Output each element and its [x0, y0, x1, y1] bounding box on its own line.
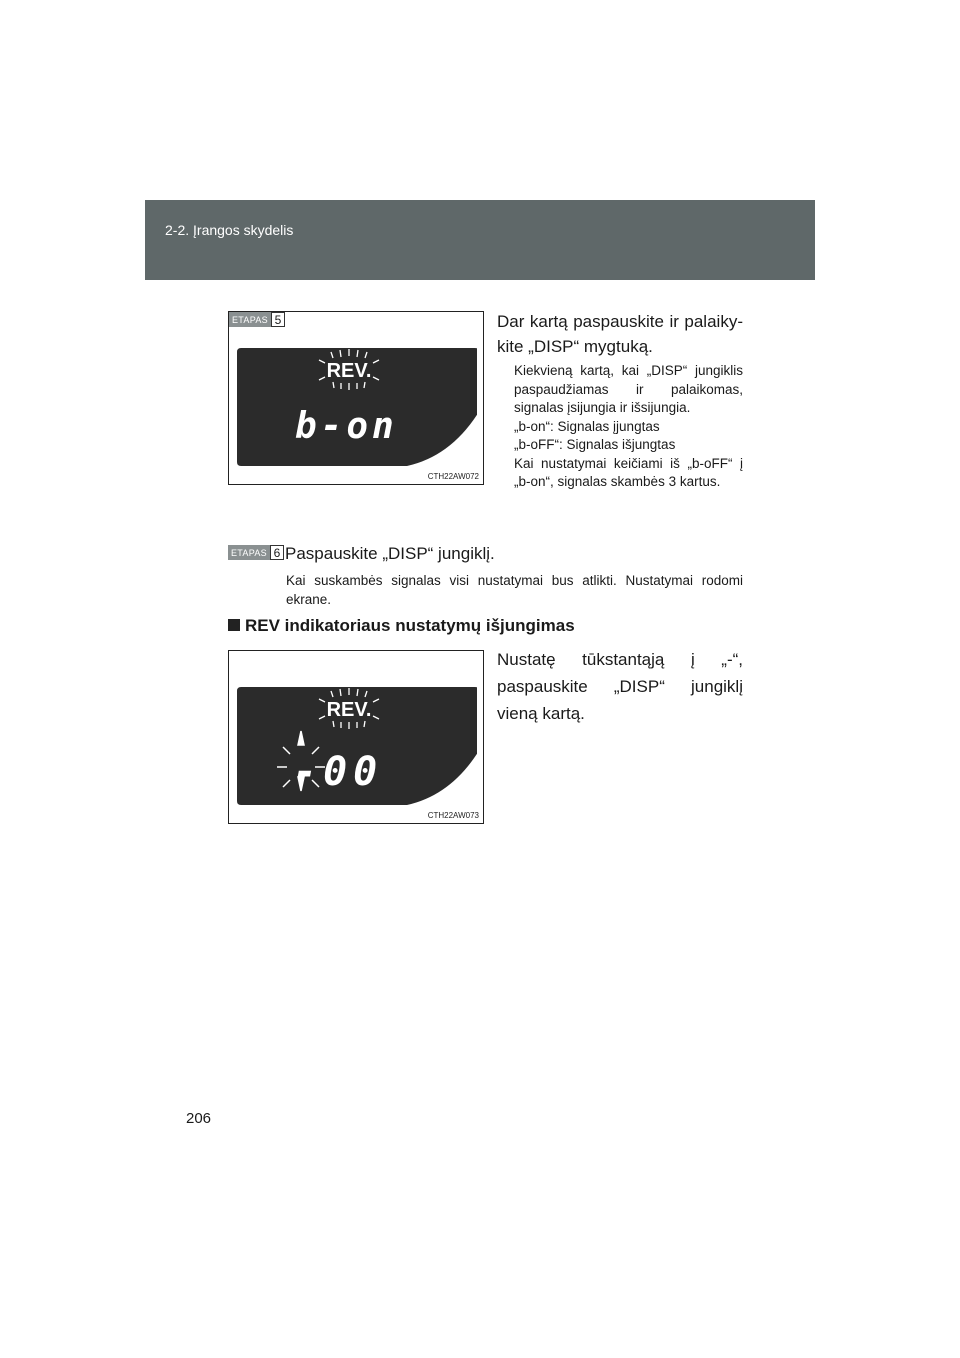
- lcd-readout: -00: [293, 749, 384, 795]
- section-title: REV indikatoriaus nustatymų išjungimas: [245, 616, 575, 635]
- step-badge-5: [229, 312, 285, 327]
- step-badge-label: ETAPAS: [228, 545, 270, 560]
- step5-instruction: Dar kartą paspauskite ir palaikykite „DISP“ mygtuką.: [497, 312, 743, 356]
- note-line: „b-on“: Signalas įjungtas: [514, 418, 660, 434]
- rev-label: REV.: [326, 360, 372, 382]
- figure-b-on-display: [228, 311, 484, 485]
- lcd-display-illustration: [237, 348, 477, 466]
- figure-dash-display: [228, 650, 484, 824]
- note-line: Kai nustatymai keičiami iš „b-oFF“ į „b-on“, signalas skambės 3 kartus.: [514, 455, 743, 489]
- lcd-display-illustration: [237, 687, 477, 805]
- step6-note: Kai suskambės signalas visi nustatymai bus atlikti. Nustatymai rodomi ekrane.: [286, 573, 743, 607]
- square-bullet-icon: [228, 619, 240, 631]
- figure-code: CTH22AW072: [427, 472, 479, 481]
- step6-instruction: Paspauskite „DISP“ jungiklį.: [285, 544, 495, 563]
- section-header: [145, 200, 815, 280]
- note-line: „b-oFF“: Signalas išjungtas: [514, 437, 676, 452]
- step-badge-number: 5: [271, 312, 285, 327]
- step-badge-label: ETAPAS: [229, 312, 271, 327]
- step5-note: [514, 362, 743, 492]
- figure-code: CTH22AW073: [427, 811, 479, 820]
- rev-label: REV.: [326, 699, 372, 721]
- section-heading: [228, 616, 575, 636]
- lcd-readout: b-on: [295, 406, 398, 447]
- step-badge-6: [228, 545, 284, 560]
- step-badge-number: 6: [270, 545, 284, 560]
- section-instruction: Nustatę tūkstantąją į „-“, paspauskite „DISP“ jungiklį vieną kartą.: [497, 650, 743, 723]
- page-number: 206: [186, 1110, 212, 1127]
- note-line: Kiekvieną kartą, kai „DISP“ jungiklis paspaudžiamas ir palaikomas, signalas įsijungia ir išsijungia.: [514, 363, 743, 415]
- breadcrumb: 2-2. Įrangos skydelis: [165, 222, 294, 238]
